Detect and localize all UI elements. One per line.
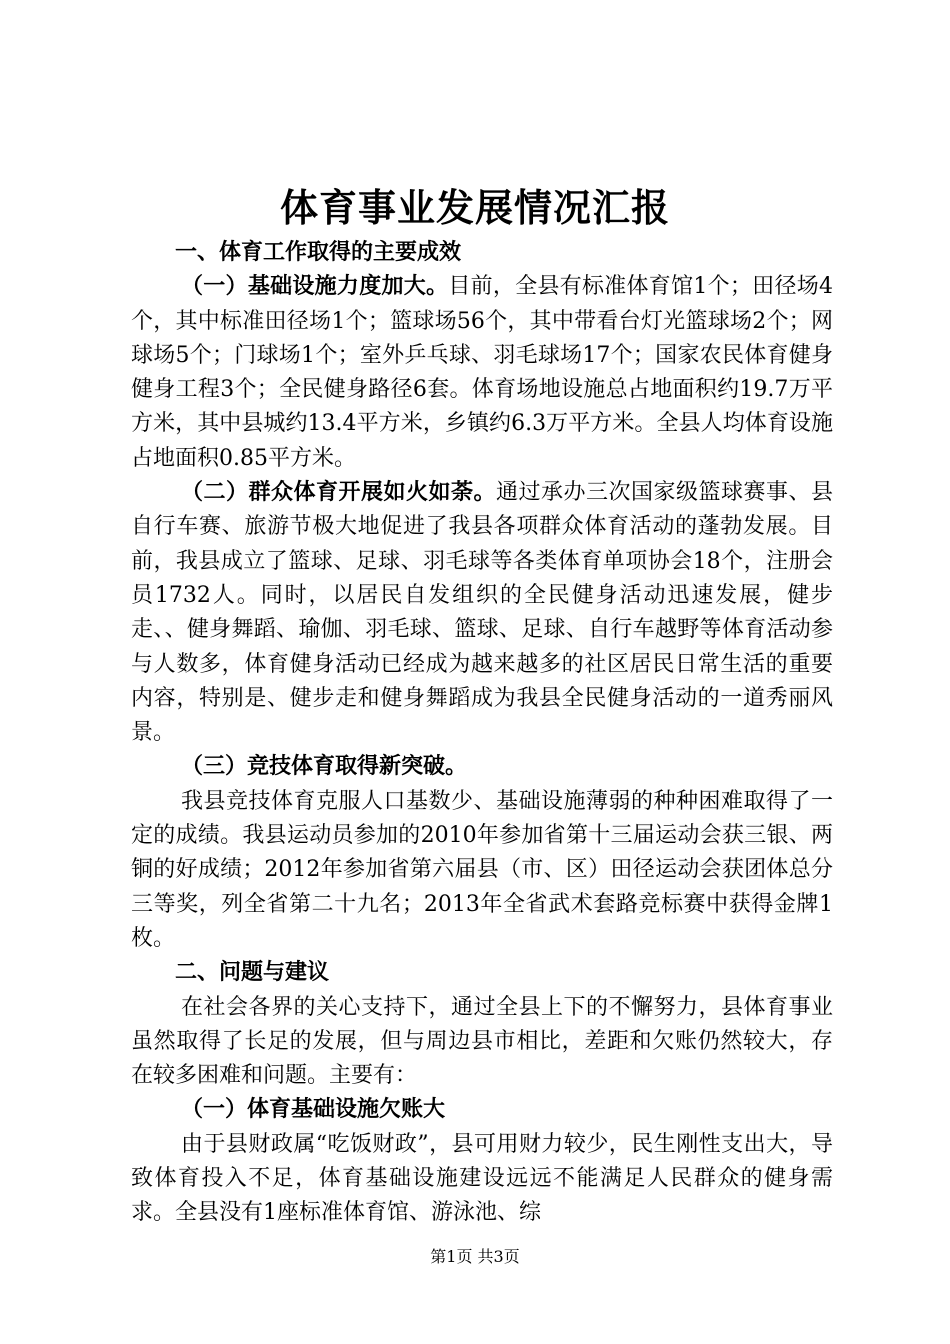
document-title: 体育事业发展情况汇报 — [279, 186, 670, 230]
document-body — [131, 236, 833, 1231]
paragraph-infrastructure-deficit: 由于县财政属“吃饭财政”，县可用财力较少，民生刚性支出大，导致体育投入不足，体育基础设施建设远远不能满足人民群众的健身需求。全县没有1座标准体育馆、游泳池、综 — [131, 1131, 833, 1226]
section-heading-achievements: 一、体育工作取得的主要成效 — [175, 240, 462, 265]
paragraph-text: 通过承办三次国家级篮球赛事、县自行车赛、旅游节极大地促进了我县各项群众体育活动的蓬勃发展。目前，我县成立了篮球、足球、羽毛球等各类体育单项协会18个，注册会员1732人。同时，以居民自发组织的全民健身活动迅速发展，健步走、、健身舞蹈、瑜伽、羽毛球、篮球、足球、自行车越野等体育活动参与人数多，体育健身活动已经成为越来越多的社区居民日常生活的重要内容，特别是、健步走和健身舞蹈成为我县全民健身活动的一道秀丽风景。 — [131, 480, 833, 746]
subheading-infrastructure: （一）基础设施力度加大。 — [181, 274, 449, 300]
page-footer: 第1页 共3页 — [430, 1247, 520, 1266]
subheading-competitive-sports: （三）竞技体育取得新突破。 — [181, 754, 468, 780]
paragraph-problems-intro: 在社会各界的关心支持下，通过全县上下的不懈努力，县体育事业虽然取得了长足的发展，但与周边县市相比，差距和欠账仍然较大，存在较多困难和问题。主要有： — [131, 994, 833, 1089]
paragraph-text: 目前，全县有标准体育馆1个；田径场4个，其中标准田径场1个；篮球场56个，其中带看台灯光篮球场2个；网球场5个；门球场1个；室外乒乓球、羽毛球场17个；国家农民体育健身健身工程3个；全民健身路径6套。体育场地设施总占地面积约19.7万平方米，其中县城约13.4平方米，乡镇约6.3万平方米。全县人均体育设施占地面积0.85平方米。 — [131, 274, 833, 471]
paragraph-infrastructure — [131, 270, 833, 476]
paragraph-mass-sports — [131, 476, 833, 750]
subheading-mass-sports: （二）群众体育开展如火如荼。 — [181, 480, 496, 506]
section-heading-problems: 二、问题与建议 — [175, 960, 330, 986]
subheading-infrastructure-deficit: （一）体育基础设施欠账大 — [181, 1097, 446, 1123]
paragraph-competitive-sports: 我县竞技体育克服人口基数少、基础设施薄弱的种种困难取得了一定的成绩。我县运动员参加的2010年参加省第十三届运动会获三银、两铜的好成绩；2012年参加省第六届县（市、区）田径运动会获团体总分三等奖，列全省第二十九名；2013年全省武术套路竞标赛中获得金牌1枚。 — [131, 788, 833, 951]
